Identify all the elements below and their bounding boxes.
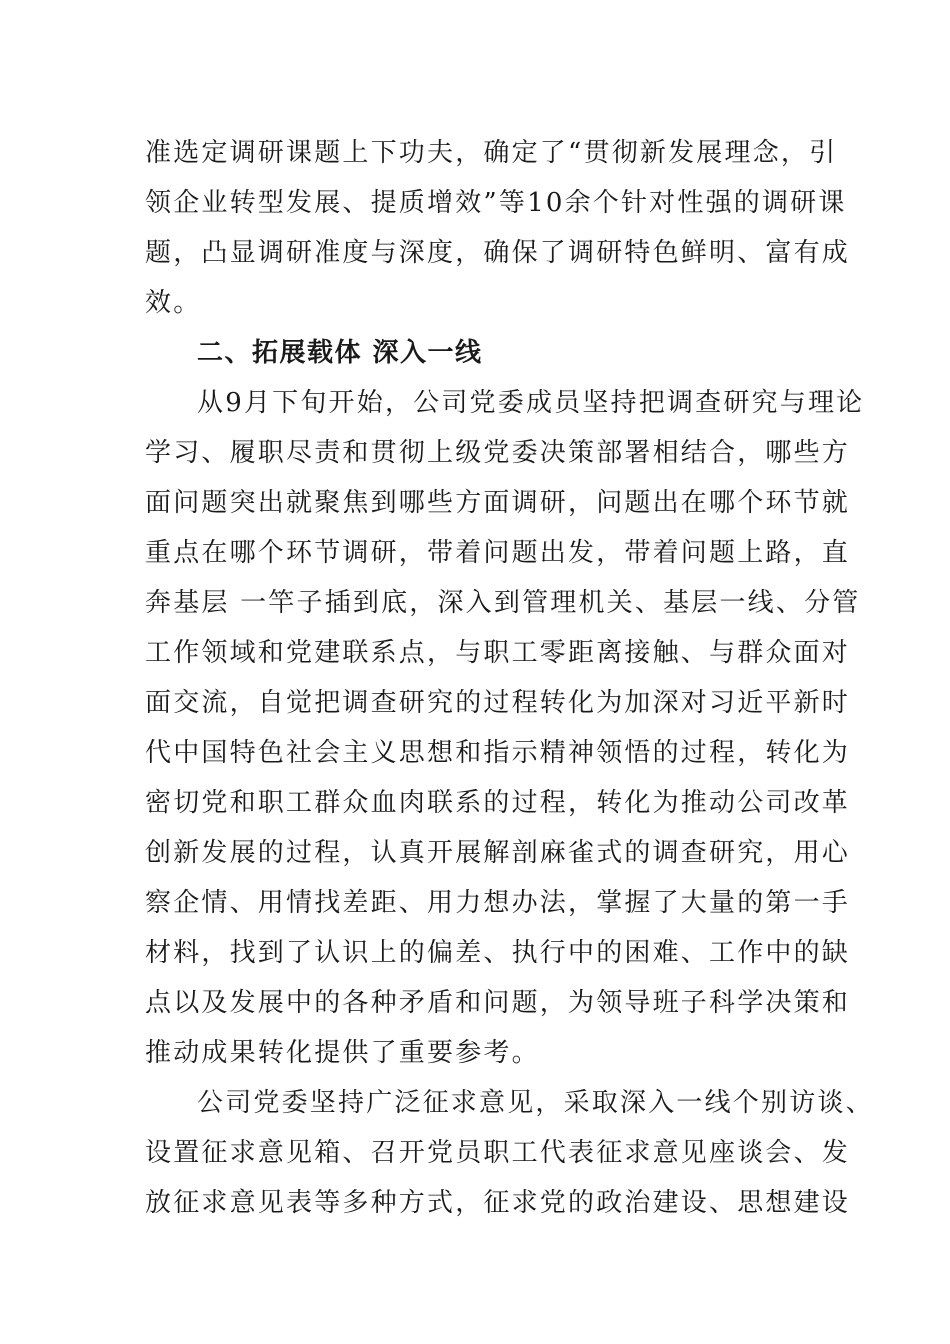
section-heading-block (145, 328, 805, 378)
text-line: 效。 (145, 288, 202, 318)
text-line: 领企业转型发展、提质增效”等10余个针对性强的调研课 (145, 188, 847, 218)
text-line: 公司党委坚持广泛征求意见，采取深入一线个别访谈、 (197, 1088, 874, 1118)
text-line: 学习、履职尽责和贯彻上级党委决策部署相结合，哪些方 (145, 438, 851, 468)
text-line: 放征求意见表等多种方式，征求党的政治建设、思想建设 (145, 1188, 851, 1218)
text-line: 察企情、用情找差距、用力想办法，掌握了大量的第一手 (145, 888, 851, 918)
text-line: 工作领域和党建联系点，与职工零距离接触、与群众面对 (145, 638, 851, 668)
text-line: 从9月下旬开始，公司党委成员坚持把调查研究与理论 (197, 388, 865, 418)
document-body (145, 128, 874, 1228)
text-line: 创新发展的过程，认真开展解剖麻雀式的调查研究，用心 (145, 838, 851, 868)
text-line: 密切党和职工群众血肉联系的过程，转化为推动公司改革 (145, 788, 851, 818)
paragraph-fieldwork (145, 378, 865, 1078)
text-line: 点以及发展中的各种矛盾和问题，为领导班子科学决策和 (145, 988, 851, 1018)
text-line: 材料，找到了认识上的偏差、执行中的困难、工作中的缺 (145, 938, 851, 968)
section-heading: 二、拓展载体 深入一线 (197, 338, 483, 368)
text-line: 重点在哪个环节调研，带着问题出发，带着问题上路，直 (145, 538, 851, 568)
text-line: 奔基层 一竿子插到底，深入到管理机关、基层一线、分管 (145, 588, 861, 618)
paragraph-continued (145, 128, 851, 328)
text-line: 代中国特色社会主义思想和指示精神领悟的过程，转化为 (145, 738, 851, 768)
text-line: 题，凸显调研准度与深度，确保了调研特色鲜明、富有成 (145, 238, 851, 268)
text-line: 准选定调研课题上下功夫，确定了“贯彻新发展理念，引 (145, 138, 838, 168)
text-line: 推动成果转化提供了重要参考。 (145, 1038, 540, 1068)
text-line: 面交流，自觉把调查研究的过程转化为加深对习近平新时 (145, 688, 851, 718)
text-line: 设置征求意见箱、召开党员职工代表征求意见座谈会、发 (145, 1138, 851, 1168)
text-line: 面问题突出就聚焦到哪些方面调研，问题出在哪个环节就 (145, 488, 851, 518)
paragraph-feedback (145, 1078, 874, 1228)
